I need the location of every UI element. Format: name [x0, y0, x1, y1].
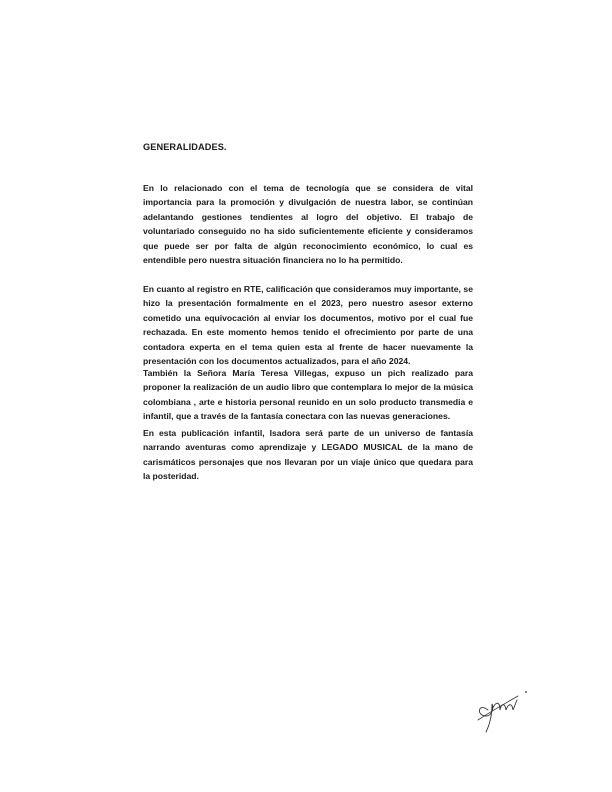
- paragraph-children-publication: En esta publicación infantil, Isadora será parte de un universo de fantasía narrando aventuras como aprendizaje y LEGADO MUSICAL de la mano de carismáticos personajes que nos llevaran por un viaje único que quedara para la posteridad.: [143, 428, 473, 482]
- paragraph-audio-book: También la Señora María Teresa Villegas, expuso un pich realizado para proponer la realización de un audio libro que contemplara lo mejor de la música colombiana , arte e historia personal reunido en un solo producto transmedia e infantil, que a través de la fantasía conectara con las nuevas generaciones.: [143, 368, 473, 422]
- handwritten-signature: [470, 680, 560, 740]
- paragraph-technology: En lo relacionado con el tema de tecnología que se considera de vital importancia para la promoción y divulgación de nuestra labor, se continúan adelantando gestiones tendientes al logro del objetivo. El trabajo de voluntariado conseguido no ha sido suficientemente eficiente y consideramos que puede ser por falta de algún reconocimiento económico, lo cual es entendible pero nuestra situación financiera no lo ha permitido.: [143, 183, 473, 266]
- section-heading: GENERALIDADES.: [143, 142, 227, 152]
- paragraph-rte-registration: En cuanto al registro en RTE, calificación que consideramos muy importante, se hizo la presentación formalmente en el 2023, pero nuestro asesor externo cometido una equivocación al enviar los documentos, motivo por el cual fue rechazada. En este momento hemos tenido el ofrecimiento por parte de una contadora experta en el tema quien esta al frente de hacer nuevamente la presentación con los documentos actualizados, para el año 2024.: [143, 284, 473, 367]
